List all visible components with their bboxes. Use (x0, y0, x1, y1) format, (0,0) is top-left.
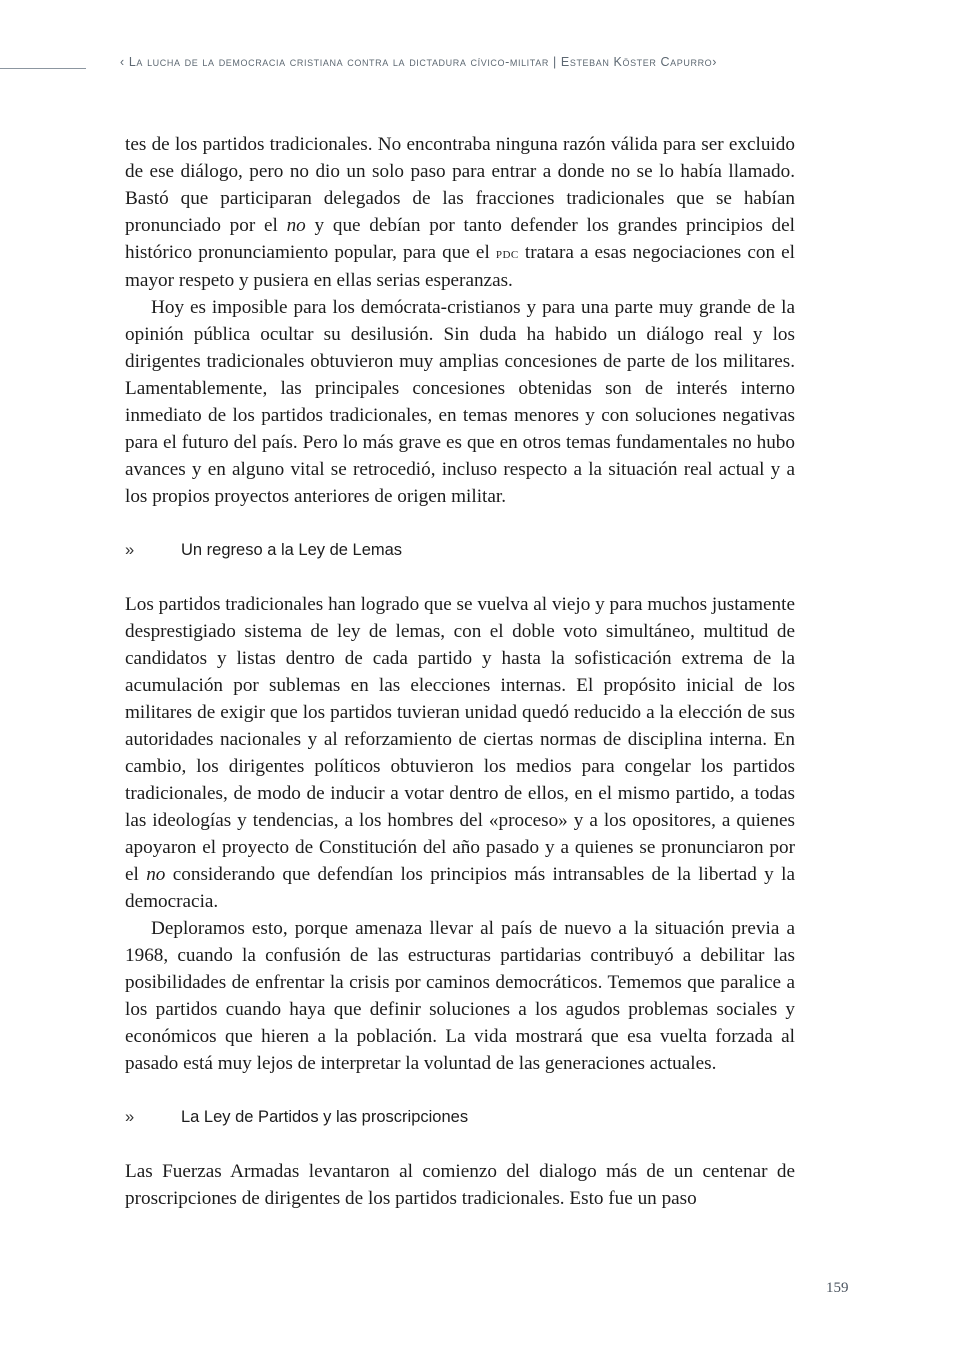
paragraph (125, 131, 795, 294)
paragraph: Las Fuerzas Armadas levantaron al comienzo del dialogo más de un centenar de proscripciones de dirigentes de los partidos tradicionales. Esto fue un paso (125, 1161, 795, 1209)
paragraph: Hoy es imposible para los demócrata-cristianos y para una parte muy grande de la opinión pública ocultar su desilusión. Sin duda ha habido un diálogo real y los dirigentes tradicionales obtuvieron muy amplias concesiones de parte de los militares. Lamentablemente, las principales concesiones obtenidas son de interés interno inmediato de los partidos tradicionales, en temas menores y con soluciones negativas para el futuro del país. Pero lo más grave es que en otros temas fundamentales no hubo avances y en alguno vital se retrocedió, incluso respecto a la situación real actual y a los propios proyectos anteriores de origen militar. (125, 297, 795, 507)
section-heading (125, 1104, 795, 1131)
text-run: y que debían por tanto defender los grandes principios del histórico pronunciamiento popular, para que el (125, 215, 795, 263)
paragraph: Deploramos esto, porque amenaza llevar al país de nuevo a la situación previa a 1968, cuando la confusión de las estructuras partidarias contribuyó a debilitar las posibilidades de enfrentar la crisis por caminos democráticos. Tememos que paralice a los partidos cuando haya que definir soluciones a los agudos problemas sociales y económicos que hieren a la población. La vida mostrará que esa vuelta forzada al pasado está muy lejos de interpretar la voluntad de las generaciones actuales. (125, 918, 795, 1074)
section-title: La Ley de Partidos y las proscripciones (181, 1108, 469, 1126)
text-run: Los partidos tradicionales han logrado que se vuelva al viejo y para muchos justamente desprestigiado sistema de ley de lemas, con el doble voto simultáneo, multitud de candidatos y listas dentro de cada partido y hasta la sofisticación extrema de la acumulación por sublemas en las elecciones internas. El propósito inicial de los militares de exigir que los partidos tuvieran unidad quedó reducido a la elección de sus autoridades nacionales y al reforzamiento de ciertas normas de disciplina interna. En cambio, los dirigentes políticos obtuvieron los medios para congelar los partidos tradicionales, de modo de inducir a votar dentro de ellos, en el mismo partido, a todas las ideologías y tendencias, a los hombres del «proceso» y a los opositores, a quienes apoyaron el proyecto de Constitución del año pasado y a quienes se pronunciaron por el (125, 594, 795, 885)
emphasis: no (286, 215, 306, 236)
acronym-pdc: pdc (495, 245, 519, 262)
section-marker: » (125, 541, 135, 559)
running-head: ‹ La lucha de la democracia cristiana contra la dictadura cívico-militar | Esteban Köster Capurro› (120, 55, 718, 69)
header-rule (0, 68, 86, 69)
text-run: tes de los partidos tradicionales. No encontraba ninguna razón válida para ser excluido de ese diálogo, pero no dio un solo paso para entrar a donde no se lo había llamado. Bastó que participaran delegados de las fracciones tradicionales que se habían pronunciado por el (125, 134, 795, 236)
text-run: tratara a esas negociaciones con el mayor respeto y pusiera en ellas serias esperanzas. (125, 242, 795, 291)
page-number: 159 (826, 1280, 849, 1296)
section-marker: » (125, 1108, 135, 1126)
paragraph (125, 591, 795, 915)
section-heading (125, 537, 795, 564)
body-text (125, 131, 795, 1212)
text-run: considerando que defendían los principios más intransables de la libertad y la democracia. (125, 864, 795, 912)
emphasis: no (146, 864, 166, 885)
section-title: Un regreso a la Ley de Lemas (181, 541, 403, 559)
